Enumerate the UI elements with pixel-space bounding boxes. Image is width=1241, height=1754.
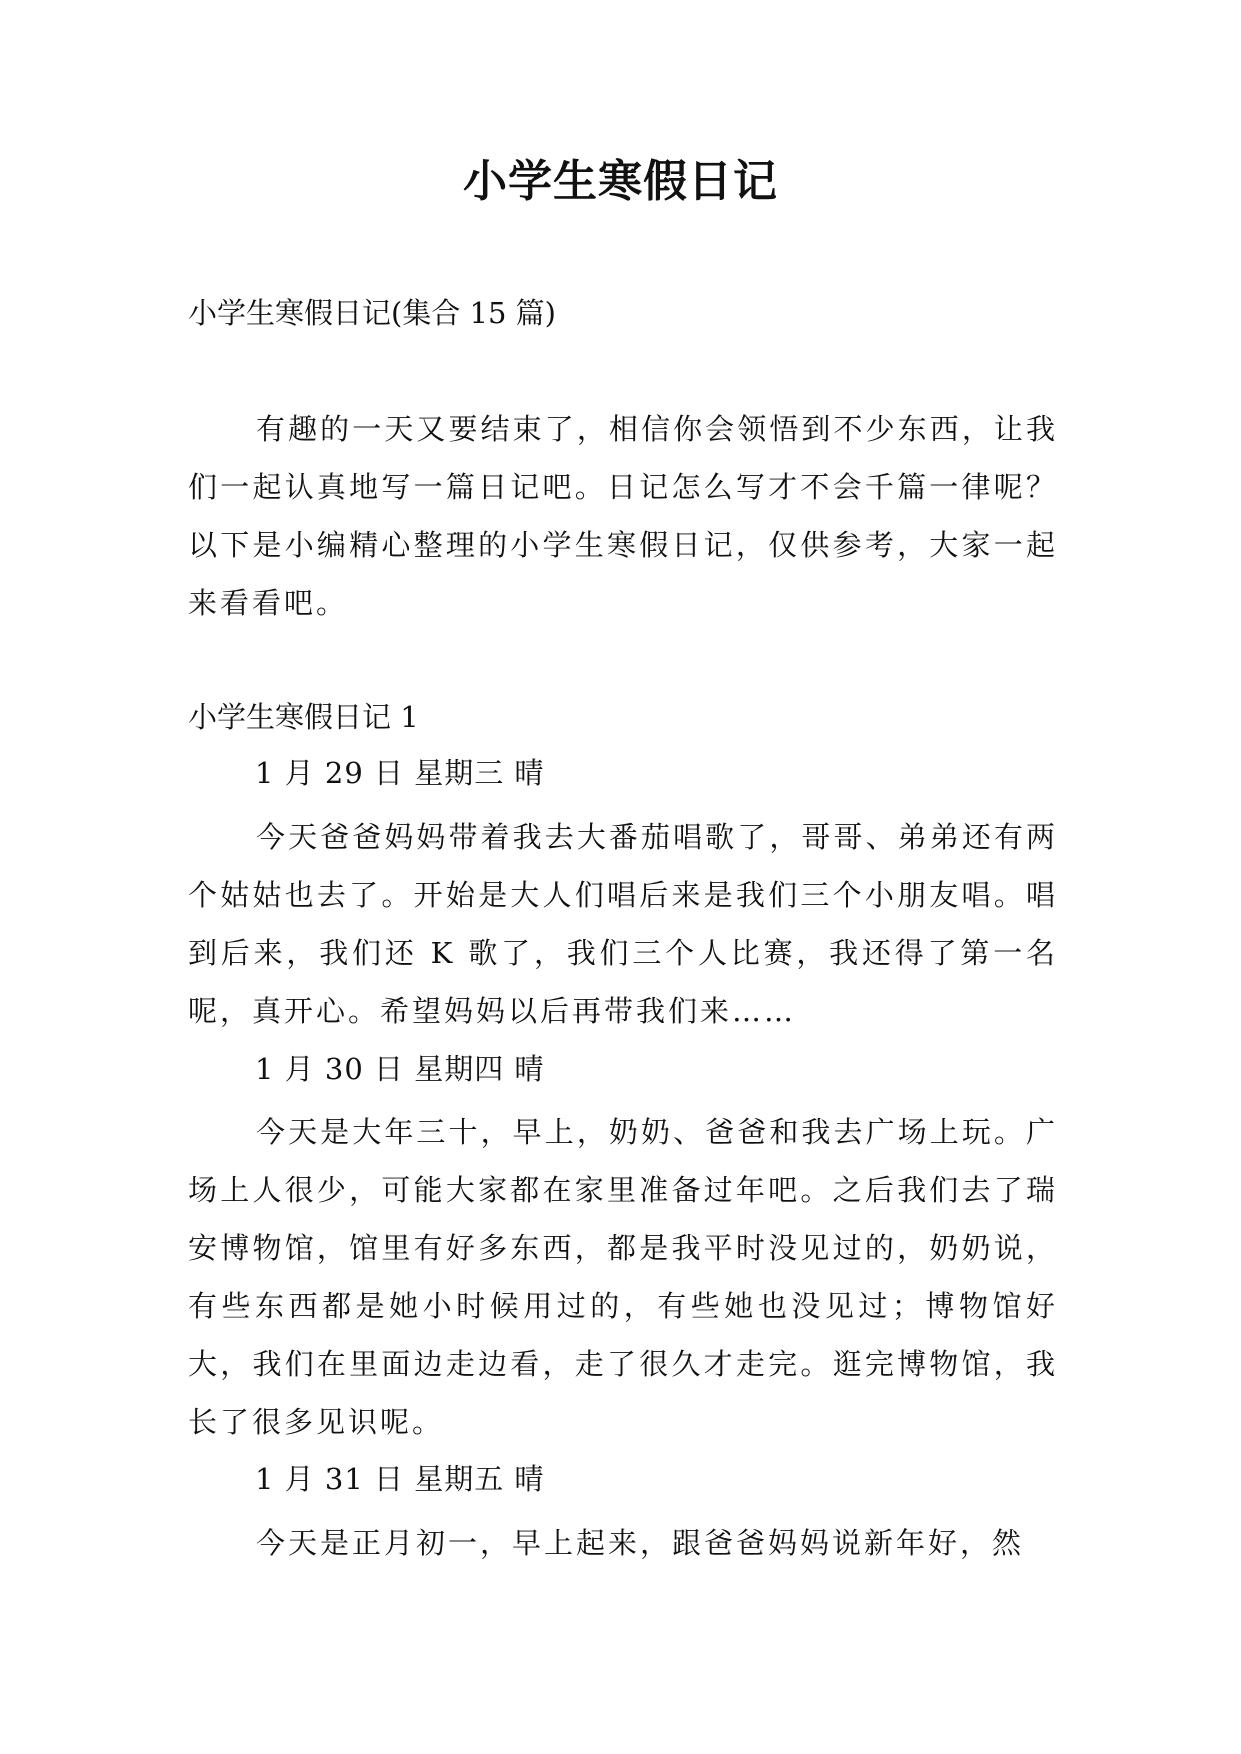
entry-paragraph: 今天爸爸妈妈带着我去大番茄唱歌了，哥哥、弟弟还有两个姑姑也去了。开始是大人们唱后来是我们三个小朋友唱。唱到后来，我们还 K 歌了，我们三个人比赛，我还得了第一名呢，真开心。希望妈妈以后再带我们来…… — [188, 820, 1058, 1028]
document-title: 小学生寒假日记 — [463, 156, 778, 207]
section-heading: 小学生寒假日记 1 — [188, 700, 419, 734]
entry-date: 1 月 30 日 星期四 晴 — [255, 1052, 545, 1086]
intro-paragraph: 有趣的一天又要结束了，相信你会领悟到不少东西，让我们一起认真地写一篇日记吧。日记怎么写才不会千篇一律呢？以下是小编精心整理的小学生寒假日记，仅供参考，大家一起来看看吧。 — [188, 412, 1058, 620]
document-subtitle: 小学生寒假日记(集合 15 篇) — [188, 296, 556, 330]
entry-date: 1 月 29 日 星期三 晴 — [255, 756, 545, 790]
entry-paragraph: 今天是大年三十，早上，奶奶、爸爸和我去广场上玩。广场上人很少，可能大家都在家里准备过年吧。之后我们去了瑞安博物馆，馆里有好多东西，都是我平时没见过的，奶奶说，有些东西都是她小时候用过的，有些她也没见过；博物馆好大，我们在里面边走边看，走了很久才走完。逛完博物馆，我长了很多见识呢。 — [188, 1115, 1058, 1439]
entry-date: 1 月 31 日 星期五 晴 — [255, 1462, 545, 1496]
entry-paragraph: 今天是正月初一，早上起来，跟爸爸妈妈说新年好，然 — [256, 1526, 1025, 1560]
